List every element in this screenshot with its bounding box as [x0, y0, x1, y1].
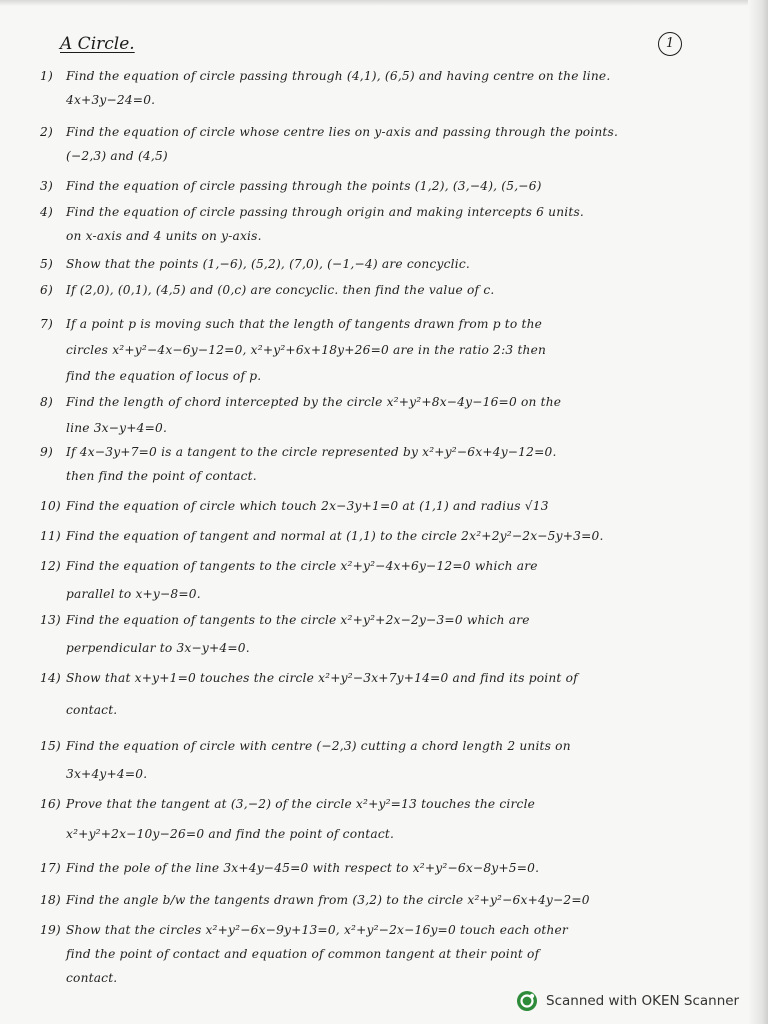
question-item: [40, 892, 730, 908]
question-line: circles x²+y²−4x−6y−12=0, x²+y²+6x+18y+26=0 are in the ratio 2:3 then: [66, 343, 547, 357]
question-text: [40, 282, 730, 298]
question-line: Find the angle b/w the tangents drawn from (3,2) to the circle x²+y²−6x+4y−2=0: [66, 893, 590, 907]
question-line: (−2,3) and (4,5): [66, 149, 168, 163]
question-item: [40, 670, 730, 718]
question-text-continued: [40, 702, 730, 718]
question-line: contact.: [66, 971, 118, 985]
question-item: [40, 738, 730, 782]
question-text-continued: [40, 970, 730, 986]
question-text-continued: [40, 826, 730, 842]
question-text: [40, 124, 730, 140]
question-text-continued: [40, 228, 730, 244]
question-number: 17): [40, 861, 61, 875]
question-text-continued: [40, 766, 730, 782]
question-item: [40, 558, 730, 602]
question-text: [40, 670, 730, 686]
question-line: Find the length of chord intercepted by the circle x²+y²+8x−4y−16=0 on the: [66, 395, 562, 409]
question-line: Find the equation of circle whose centre lies on y-axis and passing through the points.: [66, 125, 619, 139]
page-title: A Circle.: [60, 34, 135, 54]
question-line: Prove that the tangent at (3,−2) of the circle x²+y²=13 touches the circle: [66, 797, 536, 811]
question-item: [40, 860, 730, 876]
question-line: Find the equation of circle with centre (−2,3) cutting a chord length 2 units on: [66, 739, 571, 753]
question-line: 3x+4y+4=0.: [66, 767, 148, 781]
question-text-continued: [40, 368, 730, 384]
question-number: 4): [40, 205, 53, 219]
question-text: [40, 860, 730, 876]
question-line: find the equation of locus of p.: [66, 369, 262, 383]
question-line: contact.: [66, 703, 118, 717]
question-text: [40, 204, 730, 220]
question-text-continued: [40, 468, 730, 484]
question-text-continued: [40, 92, 730, 108]
question-line: Find the equation of circle passing through origin and making intercepts 6 units.: [66, 205, 584, 219]
question-number: 16): [40, 797, 61, 811]
question-text: [40, 528, 730, 544]
page-top-edge: [0, 0, 768, 6]
question-item: [40, 316, 730, 384]
question-item: [40, 498, 730, 514]
question-text-continued: [40, 946, 730, 962]
question-item: [40, 796, 730, 842]
question-line: If a point p is moving such that the length of tangents drawn from p to the: [66, 317, 543, 331]
question-item: [40, 528, 730, 544]
question-text: [40, 316, 730, 332]
page-number: 1: [658, 32, 682, 56]
question-number: 13): [40, 613, 61, 627]
question-number: 9): [40, 445, 53, 459]
question-item: [40, 178, 730, 194]
question-number: 8): [40, 395, 53, 409]
question-number: 5): [40, 257, 53, 271]
question-text: [40, 394, 730, 410]
question-number: 14): [40, 671, 61, 685]
question-line: Find the equation of tangents to the circle x²+y²−4x+6y−12=0 which are: [66, 559, 538, 573]
question-number: 7): [40, 317, 53, 331]
page-right-edge: [748, 0, 768, 1024]
question-line: 4x+3y−24=0.: [66, 93, 156, 107]
question-item: [40, 124, 730, 164]
question-line: Find the pole of the line 3x+4y−45=0 with respect to x²+y²−6x−8y+5=0.: [66, 861, 540, 875]
question-item: [40, 612, 730, 656]
question-line: If 4x−3y+7=0 is a tangent to the circle represented by x²+y²−6x+4y−12=0.: [66, 445, 557, 459]
question-line: perpendicular to 3x−y+4=0.: [66, 641, 250, 655]
question-line: then find the point of contact.: [66, 469, 257, 483]
question-line: x²+y²+2x−10y−26=0 and find the point of contact.: [66, 827, 395, 841]
question-text: [40, 922, 730, 938]
question-text-continued: [40, 420, 730, 436]
question-text-continued: [40, 586, 730, 602]
question-item: [40, 922, 730, 986]
question-line: find the point of contact and equation of common tangent at their point of: [66, 947, 540, 961]
question-line: Find the equation of tangent and normal at (1,1) to the circle 2x²+2y²−2x−5y+3=0.: [66, 529, 604, 543]
question-line: Show that x+y+1=0 touches the circle x²+y²−3x+7y+14=0 and find its point of: [66, 671, 578, 685]
question-number: 1): [40, 69, 53, 83]
question-text: [40, 796, 730, 812]
question-item: [40, 68, 730, 108]
question-item: [40, 256, 730, 272]
question-number: 11): [40, 529, 61, 543]
question-number: 10): [40, 499, 61, 513]
question-line: Find the equation of tangents to the circle x²+y²+2x−2y−3=0 which are: [66, 613, 530, 627]
question-line: Find the equation of circle passing through (4,1), (6,5) and having centre on the line.: [66, 69, 611, 83]
question-number: 2): [40, 125, 53, 139]
question-text: [40, 256, 730, 272]
question-number: 3): [40, 179, 53, 193]
question-text: [40, 738, 730, 754]
question-text: [40, 612, 730, 628]
question-text: [40, 558, 730, 574]
question-number: 19): [40, 923, 61, 937]
question-text-continued: [40, 640, 730, 656]
question-line: parallel to x+y−8=0.: [66, 587, 201, 601]
question-line: line 3x−y+4=0.: [66, 421, 168, 435]
question-line: Show that the circles x²+y²−6x−9y+13=0, x²+y²−2x−16y=0 touch each other: [66, 923, 568, 937]
question-line: Find the equation of circle passing through the points (1,2), (3,−4), (5,−6): [66, 179, 542, 193]
question-item: [40, 282, 730, 298]
question-number: 18): [40, 893, 61, 907]
question-text: [40, 892, 730, 908]
question-line: Find the equation of circle which touch 2x−3y+1=0 at (1,1) and radius √13: [66, 499, 549, 513]
question-item: [40, 444, 730, 484]
question-text-continued: [40, 342, 730, 358]
question-text: [40, 178, 730, 194]
scanner-watermark: [516, 990, 739, 1012]
question-number: 6): [40, 283, 53, 297]
question-item: [40, 204, 730, 244]
question-text: [40, 444, 730, 460]
question-text: [40, 498, 730, 514]
question-number: 12): [40, 559, 61, 573]
question-number: 15): [40, 739, 61, 753]
question-item: [40, 394, 730, 436]
question-text-continued: [40, 148, 730, 164]
question-line: If (2,0), (0,1), (4,5) and (0,c) are concyclic. then find the value of c.: [66, 283, 495, 297]
question-line: on x-axis and 4 units on y-axis.: [66, 229, 262, 243]
scanner-watermark-text: Scanned with OKEN Scanner: [546, 993, 740, 1009]
question-line: Show that the points (1,−6), (5,2), (7,0), (−1,−4) are concyclic.: [66, 257, 470, 271]
oken-scanner-logo-icon: [516, 990, 538, 1012]
question-text: [40, 68, 730, 84]
